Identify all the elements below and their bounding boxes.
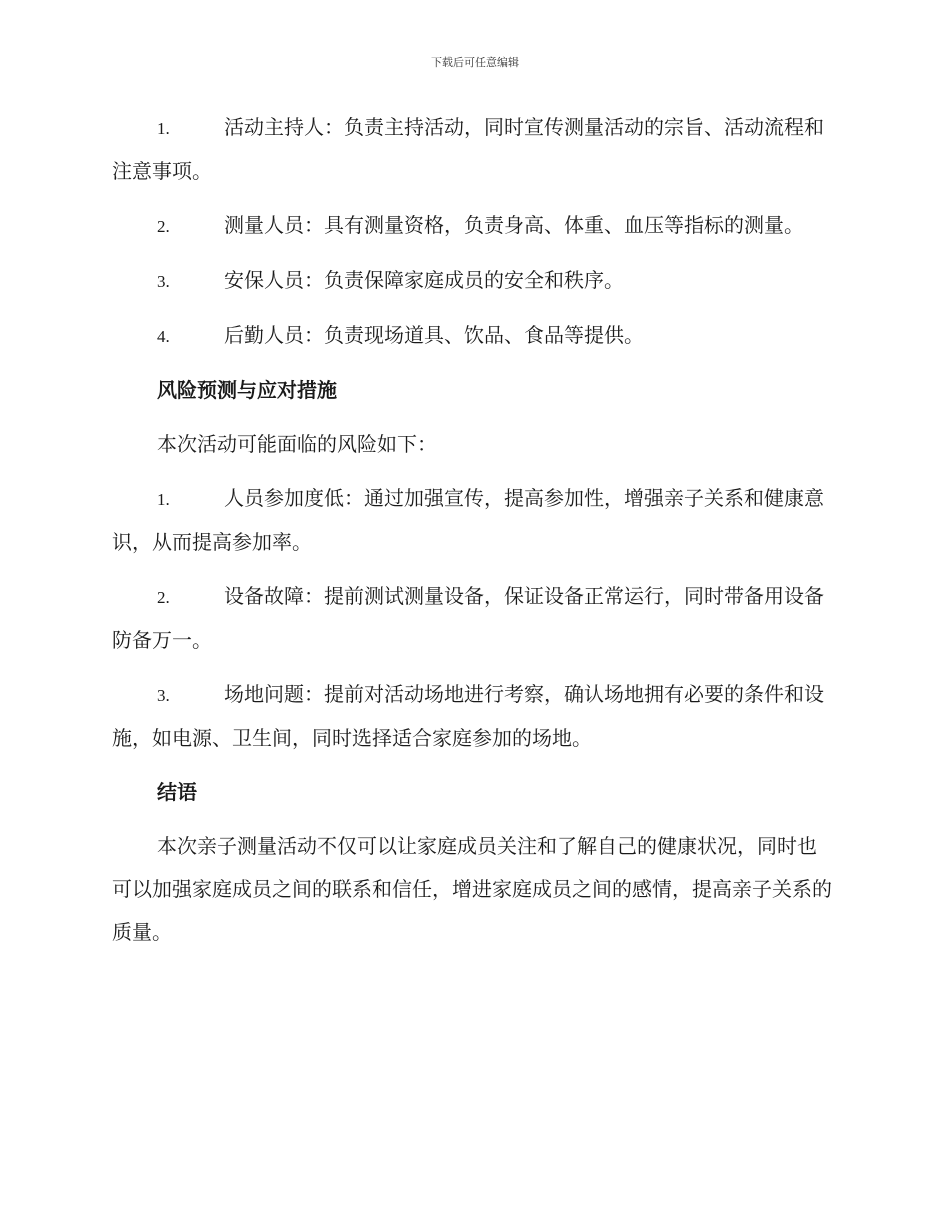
list-number: 3.	[157, 272, 170, 291]
conclusion-paragraph: 本次亲子测量活动不仅可以让家庭成员关注和了解自己的健康状况，同时也可以加强家庭成员之间的联系和信任，增进家庭成员之间的感情，提高亲子关系的质量。	[112, 834, 832, 944]
document-body	[112, 106, 834, 965]
staff-list-item	[112, 106, 834, 193]
section-heading-conclusion: 结语	[157, 780, 197, 804]
staff-list-item	[112, 204, 834, 248]
list-number: 4.	[157, 327, 170, 346]
list-number: 3.	[157, 686, 170, 705]
list-number: 2.	[157, 217, 170, 236]
risk-list-item	[112, 477, 834, 564]
list-item-text: 活动主持人：负责主持活动，同时宣传测量活动的宗旨、活动流程和注意事项。	[112, 115, 824, 183]
risk-list-item	[112, 673, 834, 760]
list-item-text: 设备故障：提前测试测量设备，保证设备正常运行，同时带备用设备防备万一。	[112, 584, 824, 652]
list-item-text: 后勤人员：负责现场道具、饮品、食品等提供。	[224, 323, 644, 347]
list-number: 2.	[157, 588, 170, 607]
risk-intro-paragraph: 本次活动可能面临的风险如下：	[157, 432, 437, 456]
list-number: 1.	[157, 119, 170, 138]
list-item-text: 安保人员：负责保障家庭成员的安全和秩序。	[224, 268, 624, 292]
staff-list-item	[112, 259, 834, 303]
list-item-text: 场地问题：提前对活动场地进行考察，确认场地拥有必要的条件和设施，如电源、卫生间，同时选择适合家庭参加的场地。	[112, 682, 824, 750]
risk-list-item	[112, 575, 834, 662]
list-number: 1.	[157, 490, 170, 509]
section-heading-risk: 风险预测与应对措施	[157, 378, 337, 402]
list-item-text: 人员参加度低：通过加强宣传，提高参加性，增强亲子关系和健康意识，从而提高参加率。	[112, 486, 824, 554]
page-header-note: 下载后可任意编辑	[431, 56, 519, 69]
list-item-text: 测量人员：具有测量资格，负责身高、体重、血压等指标的测量。	[224, 213, 804, 237]
staff-list-item	[112, 314, 834, 358]
